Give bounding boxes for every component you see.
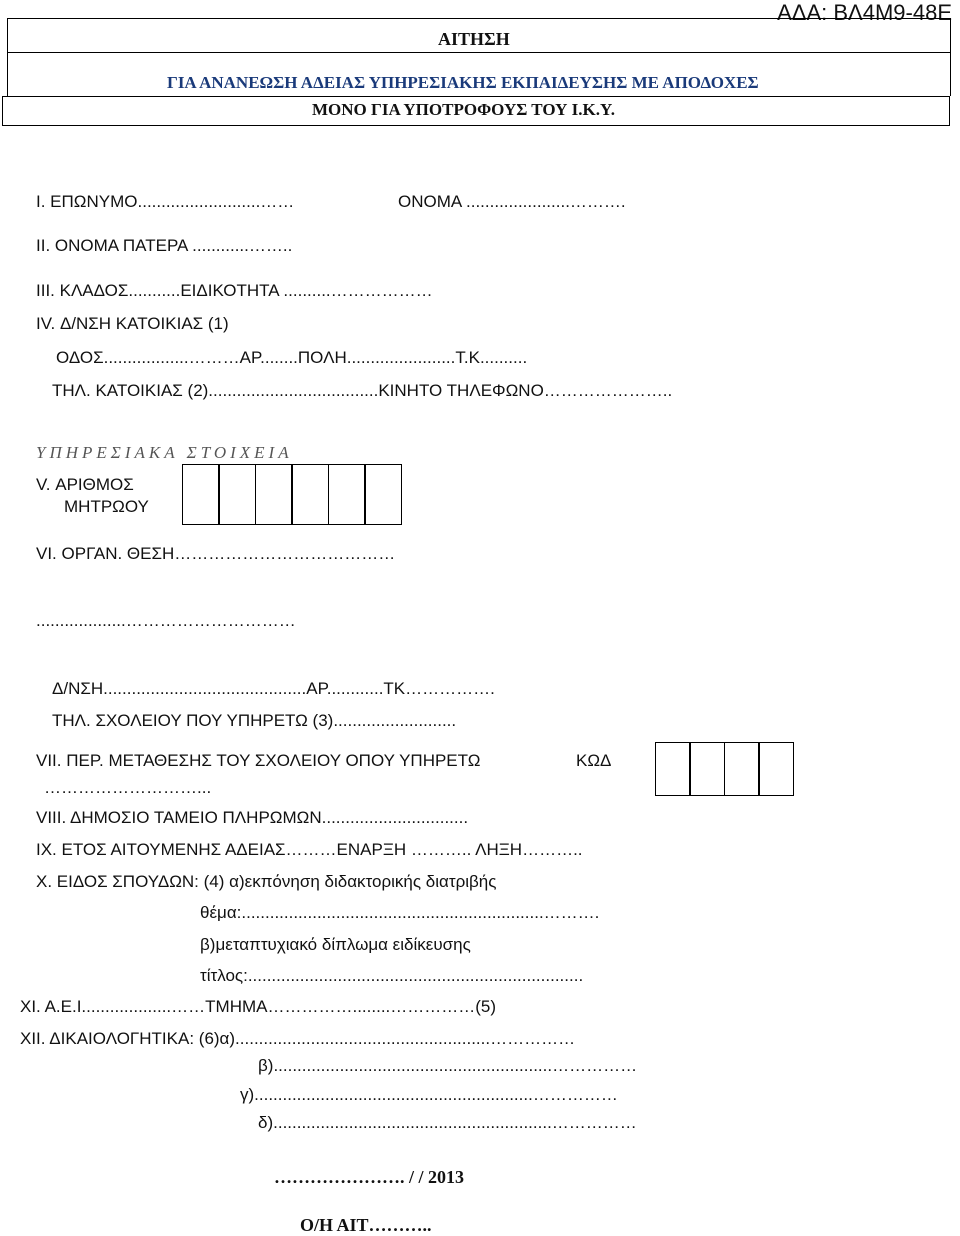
transfer-area-label: VΙΙ. ΠΕΡ. ΜΕΤΑΘΕΣΗΣ ΤΟΥ ΣΧΟΛΕΙΟΥ ΟΠΟΥ ΥΠΗΡΕΤΩ	[36, 751, 481, 770]
registry-label-1: V. ΑΡΙΘΜΟΣ	[36, 475, 134, 494]
surname-field[interactable]: Ι. ΕΠΩΝΥΜΟ..........................……	[36, 192, 295, 211]
date-field[interactable]: …………………. / / 2013	[274, 1167, 465, 1187]
masters-title-field[interactable]: τίτλος:.......................................................................	[200, 966, 584, 985]
organic-position-continued[interactable]: ...................…………………………	[36, 611, 296, 630]
documents-field-d[interactable]: δ)...........................................................……………	[258, 1113, 637, 1132]
documents-field-a[interactable]: ΧΙΙ. ΔΙΚΑΙΟΛΟΓΗΤΙΚΑ: (6)α)......................................................……………	[20, 1029, 576, 1048]
service-section-heading: ΥΠΗΡΕΣΙΑΚΑ ΣΤΟΙΧΕΙΑ	[36, 443, 293, 462]
leave-year-field[interactable]: ΙΧ. ΕΤΟΣ ΑΙΤΟΥΜΕΝΗΣ ΑΔΕΙΑΣ………ΕΝΑΡΞΗ ……….. ΛΗΞΗ………..	[36, 840, 583, 859]
street-field[interactable]: ΟΔΟΣ..................………ΑΡ........ΠΟΛΗ.......................Τ.Κ..........	[56, 348, 528, 367]
branch-specialty-field[interactable]: ΙΙΙ. ΚΛΑΔΟΣ...........ΕΙΔΙΚΟΤΗΤΑ ..........………………	[36, 281, 433, 300]
registry-digit-box[interactable]	[328, 464, 366, 525]
home-address-label: ΙV. Δ/ΝΣΗ ΚΑΤΟΙΚΙΑΣ (1)	[36, 314, 229, 333]
university-field[interactable]: ΧΙ. Α.Ε.Ι...................……ΤΜΗΜΑ……………........……………(5)	[20, 997, 497, 1016]
form-title: ΑΙΤΗΣΗ	[438, 29, 510, 49]
code-digit-box[interactable]	[758, 742, 794, 796]
signature-field[interactable]: Ο/Η ΑΙΤ………..	[300, 1215, 432, 1235]
treasury-field[interactable]: VΙΙΙ. ΔΗΜΟΣΙΟ ΤΑΜΕΙΟ ΠΛΗΡΩΜΩΝ...............................	[36, 808, 469, 827]
father-name-field[interactable]: ΙΙ. ΟΝΟΜΑ ΠΑΤΕΡΑ ............……..	[36, 236, 293, 255]
school-phone-field[interactable]: ΤΗΛ. ΣΧΟΛΕΙΟΥ ΠΟΥ ΥΠΗΡΕΤΩ (3)..........................	[52, 711, 457, 730]
code-label: ΚΩΔ	[576, 751, 612, 770]
code-boxes[interactable]	[656, 742, 794, 796]
masters-label[interactable]: β)μεταπτυχιακό δίπλωμα ειδίκευσης	[200, 935, 471, 954]
registry-digit-box[interactable]	[364, 464, 402, 525]
study-type-field[interactable]: Χ. ΕΙΔΟΣ ΣΠΟΥΔΩΝ: (4) α)εκπόνηση διδακτορικής διατριβής	[36, 872, 497, 891]
thesis-topic-field[interactable]: θέμα:................................................................……….	[200, 903, 600, 922]
ada-code: ΑΔΑ: ΒΛ4Μ9-48Ε	[777, 0, 952, 25]
registry-label-2: ΜΗΤΡΩΟΥ	[64, 497, 149, 516]
documents-field-c[interactable]: γ)...........................................................……………	[240, 1085, 618, 1104]
registry-digit-box[interactable]	[182, 464, 220, 525]
registry-number-boxes[interactable]	[183, 464, 402, 525]
school-address-field[interactable]: Δ/ΝΣΗ...........................................ΑΡ............ΤΚ…………….	[52, 679, 495, 698]
form-subtitle-line1: ΓΙΑ ΑΝΑΝΕΩΣΗ ΑΔΕΙΑΣ ΥΠΗΡΕΣΙΑΚΗΣ ΕΚΠΑΙΔΕΥΣΗΣ ΜΕ ΑΠΟΔΟΧΕΣ	[167, 73, 759, 92]
registry-digit-box[interactable]	[255, 464, 293, 525]
registry-digit-box[interactable]	[291, 464, 329, 525]
form-subtitle-line2: ΜΟΝΟ ΓΙΑ ΥΠΟΤΡΟΦΟΥΣ ΤΟΥ Ι.Κ.Υ.	[312, 100, 615, 119]
registry-digit-box[interactable]	[218, 464, 256, 525]
organic-position-field[interactable]: VΙ. ΟΡΓΑΝ. ΘΕΣΗ…………………………………	[36, 544, 396, 563]
transfer-area-field[interactable]: ………………………...	[44, 778, 212, 797]
code-digit-box[interactable]	[724, 742, 760, 796]
name-field[interactable]: ΟΝΟΜΑ ......................……….	[398, 192, 626, 211]
documents-field-b[interactable]: β)...........................................................……………	[258, 1056, 638, 1075]
phone-field[interactable]: ΤΗΛ. ΚΑΤΟΙΚΙΑΣ (2)....................................ΚΙΝΗΤΟ ΤΗΛΕΦΩΝΟ…………………..	[52, 381, 673, 400]
code-digit-box[interactable]	[689, 742, 725, 796]
code-digit-box[interactable]	[655, 742, 691, 796]
